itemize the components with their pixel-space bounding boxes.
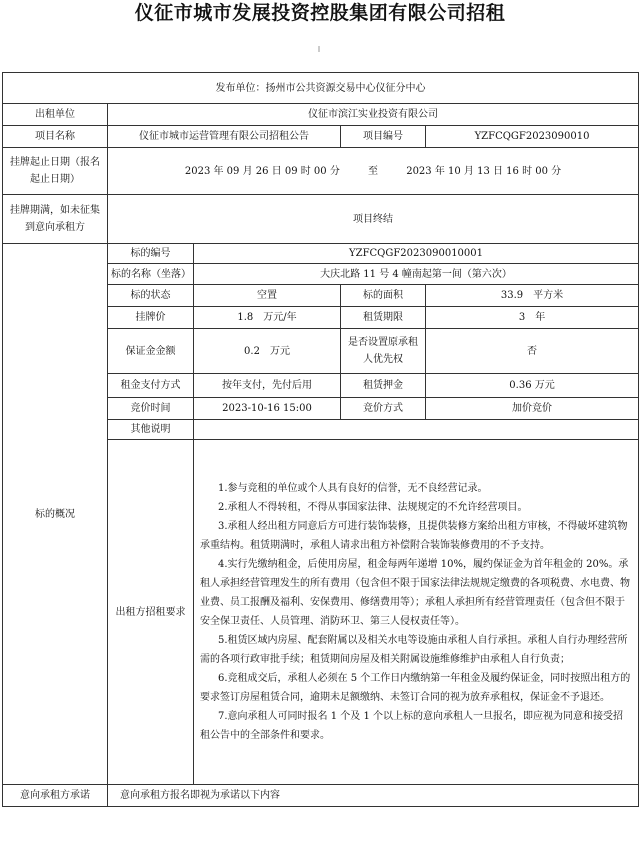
listing-price-label: 挂牌价 [108,307,194,329]
item-no-value: YZFCQGF2023090010001 [194,244,639,264]
payment-label: 租金支付方式 [108,374,194,398]
deposit-label: 保证金金额 [108,329,194,374]
project-no-label: 项目编号 [341,126,426,148]
item-no-label: 标的编号 [108,244,194,264]
listing-to: 至 [368,165,379,177]
requirements-label: 出租方招租要求 [108,440,194,785]
listing-start: 2023 年 09 月 26 日 09 时 00 分 [184,165,340,177]
lease-term-value: 3 年 [426,307,639,329]
listing-end: 2023 年 10 月 13 日 16 时 00 分 [406,165,562,177]
requirement-item: 5.租赁区域内房屋、配套附属以及相关水电等设施由承租人自行承担。承租人自行办理经营所需的各项行政审批手续；租赁期间房屋及相关附属设施维修维护由承租人自行负责； [200,635,628,665]
commitment-label: 意向承租方承诺 [3,785,108,807]
listing-period-label: 挂牌起止日期（报名起止日期） [3,148,108,195]
page-title: 仪征市城市发展投资控股集团有限公司招租 [134,2,506,24]
rent-deposit-label: 租赁押金 [341,374,426,398]
project-name-label: 项目名称 [3,126,108,148]
other-label: 其他说明 [108,420,194,440]
publisher-line: 发布单位：扬州市公共资源交易中心仪征分中心 [3,73,639,104]
item-status-value: 空置 [194,285,341,307]
rent-deposit-value: 0.36 万元 [426,374,639,398]
listing-period-value [108,148,639,195]
no-bidder-value: 项目终结 [108,195,639,244]
requirement-item: 7.意向承租人可同时报名 1 个及 1 个以上标的意向承租人一旦报名，即应视为同意和接受招租公告中的全部条件和要求。 [200,711,623,741]
priority-value: 否 [426,329,639,374]
item-area-value: 33.9 平方米 [426,285,639,307]
overview-label: 标的概况 [3,244,108,785]
lessor-value: 仪征市滨江实业投资有限公司 [108,104,639,126]
notice-table [2,72,639,807]
item-status-label: 标的状态 [108,285,194,307]
item-name-label: 标的名称（坐落） [108,264,194,285]
project-name-value: 仪征市城市运营管理有限公司招租公告 [108,126,341,148]
bid-time-value: 2023-10-16 15:00 [194,398,341,420]
requirement-item: 3.承租人经出租方同意后方可进行装饰装修，且提供装修方案给出租方审核，不得破坏建筑物承重结构。租赁期满时，承租人请求出租方补偿附合装饰装修费用的不予支持。 [200,521,628,551]
no-bidder-label: 挂牌期满，如未征集到意向承租方 [3,195,108,244]
item-name-value: 大庆北路 11 号 4 幢南起第一间（第六次） [194,264,639,285]
requirement-item: 1.参与竞租的单位或个人具有良好的信誉，无不良经营记录。 [218,483,488,494]
priority-label: 是否设置原承租人优先权 [341,329,426,374]
requirement-item: 6.竞租成交后，承租人必须在 5 个工作日内缴纳第一年租金及履约保证金，同时按照出租方的要求签订房屋租赁合同，逾期未足额缴纳、未签订合同的视为放弃承租权，保证金不予退还。 [200,673,631,703]
other-value [194,420,639,440]
project-no-value: YZFCQGF2023090010 [426,126,639,148]
bid-time-label: 竞价时间 [108,398,194,420]
commitment-value: 意向承租方报名即视为承诺以下内容 [108,785,639,807]
bid-method-value: 加价竞价 [426,398,639,420]
payment-value: 按年支付，先付后用 [194,374,341,398]
lessor-label: 出租单位 [3,104,108,126]
item-area-label: 标的面积 [341,285,426,307]
requirements-list [194,440,639,785]
listing-price-value: 1.8 万元/年 [194,307,341,329]
requirement-item: 4.实行先缴纳租金，后使用房屋，租金每两年递增 10%，履约保证金为首年租金的 20%。承租人承担经营管理发生的所有费用（包含但不限于国家法律法规规定缴费的各项税费、水电费、物业费、员工报酬及福利、安保费用、修缮费用等）；承租人承担所有经营管理责任（包含但不限于安全保卫责任、人员管理、消防环卫、第三人侵权责任等）。 [200,559,630,627]
scan-mark [318,46,320,52]
lease-term-label: 租赁期限 [341,307,426,329]
requirement-item: 2.承租人不得转租，不得从事国家法律、法规规定的不允许经营项目。 [218,502,528,513]
deposit-value: 0.2 万元 [194,329,341,374]
bid-method-label: 竞价方式 [341,398,426,420]
